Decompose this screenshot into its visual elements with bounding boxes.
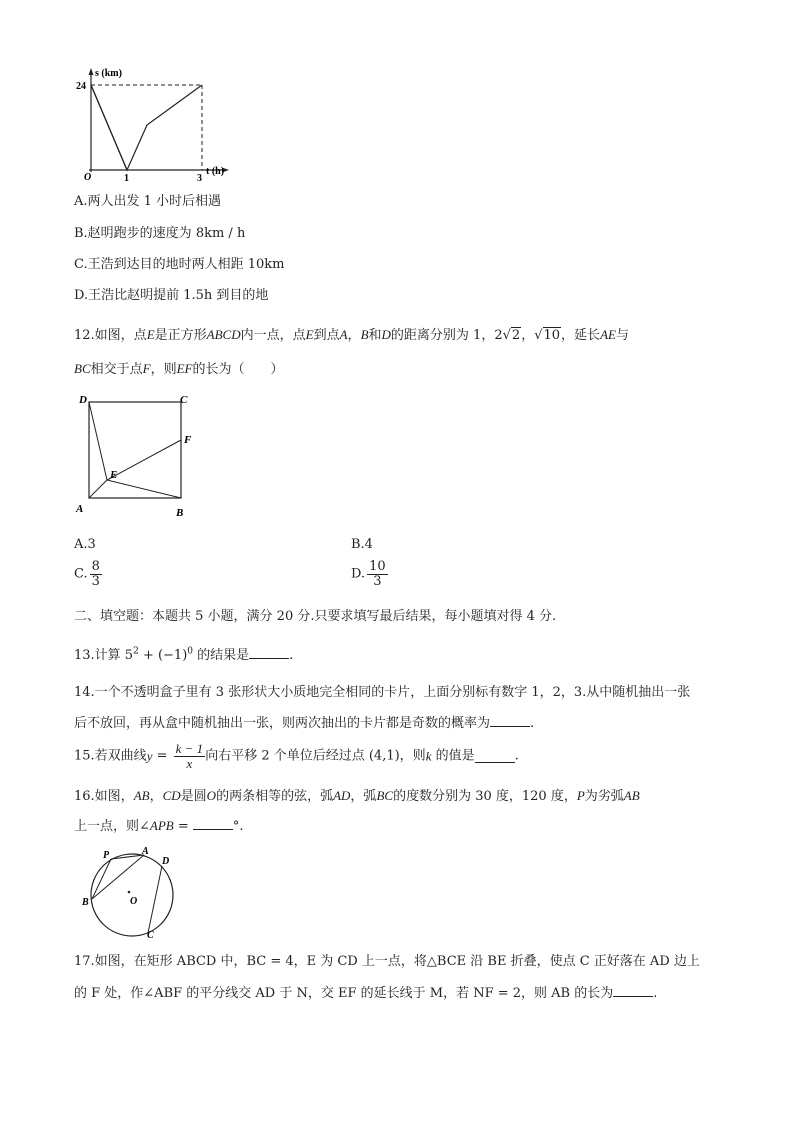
q15: 15.若双曲线y = $\frac{k - 1}{x}$ 向右平移 2 个单位后经过点 (4,1)，则k 的值是 .	[74, 741, 519, 771]
q14-answer-blank	[490, 714, 530, 727]
label-b: B	[176, 507, 184, 519]
label-d: D	[162, 856, 170, 867]
q12-line2: BC相交于点F，则EF的长为（ ）	[74, 361, 284, 377]
q17-line1: 17.如图，在矩形 ABCD 中，BC = 4，E 为 CD 上一点，将△BCE 沿 BE 折叠，使点 C 正好落在 AD 边上	[74, 954, 700, 969]
q12-line1: 12.如图，点E是正方形ABCD内一点，点E到点A，B和D的距离分别为 1，2√2，√10，延长AE与	[74, 327, 629, 343]
segment-ae	[89, 480, 107, 498]
line-wang	[91, 85, 202, 170]
sqrt2: √2	[502, 328, 521, 343]
label-e: E	[110, 469, 118, 481]
sqrt10: √10	[534, 328, 561, 343]
segment-ef	[107, 440, 181, 480]
label-a: A	[76, 503, 84, 515]
x-tick-3: 3	[197, 173, 202, 182]
q17-line2: 的 F 处，作∠ABF 的平分线交 AD 于 N，交 EF 的延长线于 M，若 NF = 2，则 AB 的长为 .	[74, 986, 658, 1001]
q16-answer-blank	[193, 817, 233, 830]
q15-answer-blank	[475, 750, 515, 763]
section-2-heading: 二、填空题：本题共 5 小题，满分 20 分.只要求填写最后结果，每小题填对得 4 分.	[74, 609, 557, 624]
y-axis-arrow	[89, 68, 94, 75]
q12-option-b: B.4	[351, 537, 373, 552]
q12-option-a: A.3	[74, 537, 96, 552]
x-axis-label: t (h)	[206, 166, 225, 177]
distance-time-graph	[75, 62, 235, 182]
label-c: C	[147, 930, 154, 941]
q16-line1: 16.如图，AB，CD是圆O的两条相等的弦，弧AD，弧BC的度数分别为 30 度，120 度，P为劣弧AB	[74, 788, 640, 804]
segment-be	[107, 480, 181, 498]
y-tick-24: 24	[76, 81, 86, 92]
label-o: O	[130, 896, 138, 907]
label-c: C	[180, 394, 188, 406]
q11-option-b: B.赵明跑步的速度为 8km / h	[74, 226, 246, 241]
q12-option-c: C. $\frac{8}{3}$	[74, 559, 100, 589]
square-figure	[72, 388, 202, 523]
q11-option-d: D.王浩比赵明提前 1.5h 到目的地	[74, 288, 269, 303]
chord-cd	[148, 866, 162, 933]
label-p: P	[103, 850, 110, 861]
label-a: A	[142, 846, 149, 857]
q16-line2: 上一点，则∠APB = °.	[74, 818, 244, 834]
circle-figure	[78, 842, 198, 942]
x-tick-1: 1	[124, 173, 129, 182]
label-b: B	[82, 897, 89, 908]
chord-ab	[92, 855, 144, 899]
q11-option-c: C.王浩到达目的地时两人相距 10km	[74, 257, 285, 272]
q17-answer-blank	[613, 984, 653, 997]
q14-line2: 后不放回，再从盒中随机抽出一张，则两次抽出的卡片都是奇数的概率为 .	[74, 716, 535, 731]
q13: 13.计算 $5^2 + (-1)^0$ 的结果是 .	[74, 646, 294, 663]
y-axis-label: s (km)	[95, 68, 122, 79]
line-zhao	[91, 85, 127, 170]
q13-answer-blank	[249, 646, 289, 659]
segment-de	[89, 402, 107, 480]
label-f: F	[184, 434, 192, 446]
center-dot	[128, 891, 131, 894]
origin-label: O	[84, 172, 92, 182]
q14-line1: 14.一个不透明盒子里有 3 张形状大小质地完全相同的卡片，上面分别标有数字 1，2，3.从中随机抽出一张	[74, 685, 691, 700]
q11-option-a: A.两人出发 1 小时后相遇	[74, 194, 222, 209]
circle-o	[91, 854, 173, 936]
label-d: D	[79, 394, 87, 406]
q12-option-d: D. $\frac{10}{3}$	[351, 559, 386, 589]
